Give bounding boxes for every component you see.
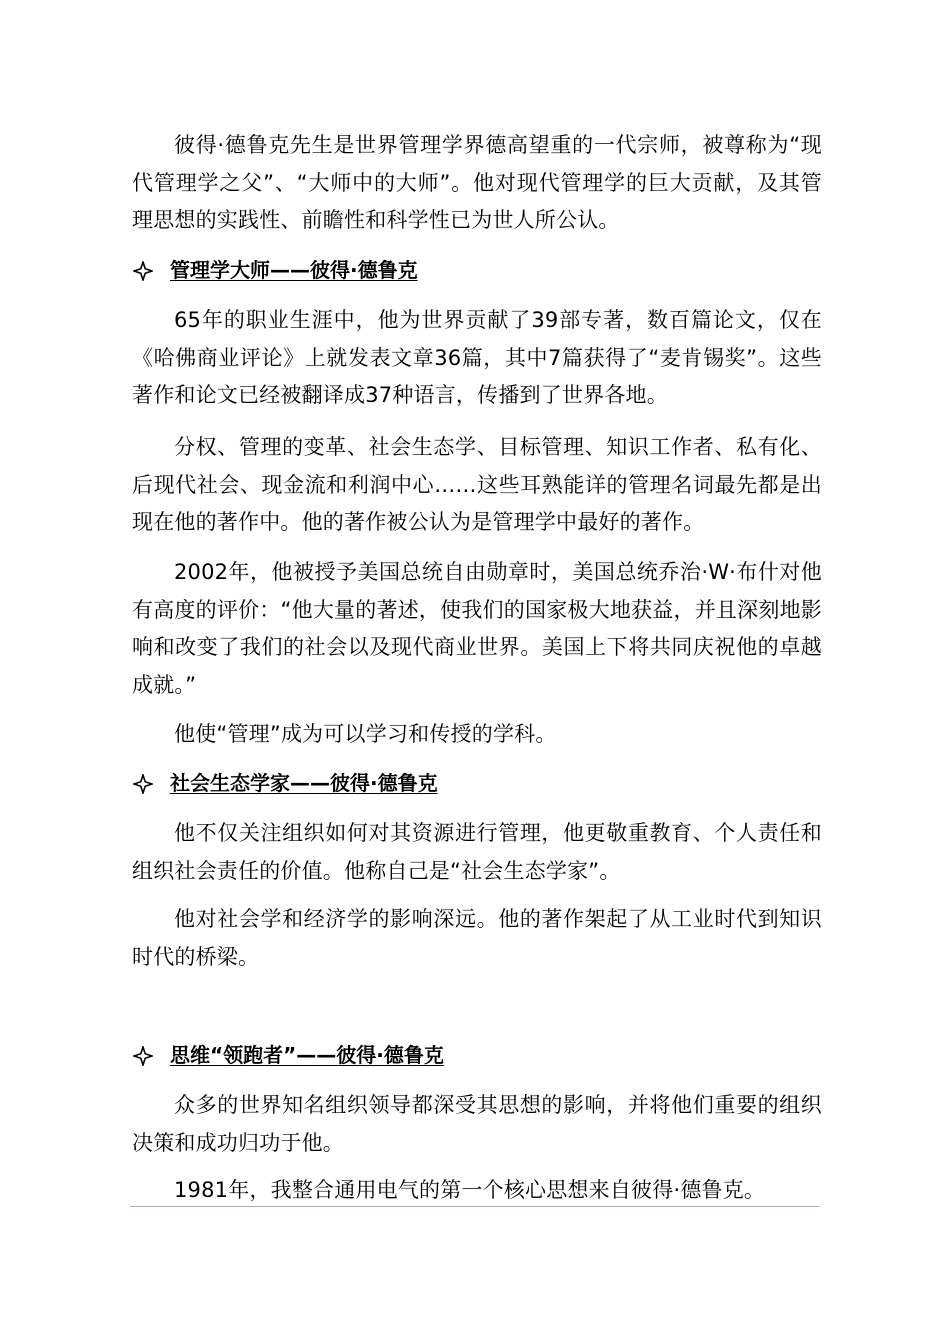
star-bullet-icon: [132, 768, 154, 798]
intro-paragraph: 彼得·德鲁克先生是世界管理学界德高望重的一代宗师，被尊称为“现代管理学之父”、“大师中的大师”。他对现代管理学的巨大贡献，及其管理思想的实践性、前瞻性和科学性已为世人所公认。: [132, 133, 822, 232]
body-paragraph: 他不仅关注组织如何对其资源进行管理，他更敬重教育、个人责任和组织社会责任的价值。他称自己是“社会生态学家”。: [132, 821, 822, 883]
section-heading-social-ecologist: [132, 768, 822, 798]
body-paragraph: 65年的职业生涯中，他为世界贡献了39部专著，数百篇论文，仅在《哈佛商业评论》上就发表文章36篇，其中7篇获得了“麦肯锡奖”。这些著作和论文已经被翻译成37种语言，传播到了世界各地。: [132, 308, 822, 407]
body-paragraph: 他使“管理”成为可以学习和传授的学科。: [174, 722, 557, 746]
section-heading-text: 社会生态学家——彼得·德鲁克: [170, 771, 438, 795]
body-paragraph: 分权、管理的变革、社会生态学、目标管理、知识工作者、私有化、后现代社会、现金流和利润中心……这些耳熟能详的管理名词最先都是出现在他的著作中。他的著作被公认为是管理学中最好的著作。: [132, 435, 822, 534]
section-heading-management-master: [132, 255, 822, 285]
body-paragraph: 1981年，我整合通用电气的第一个核心思想来自彼得·德鲁克。: [174, 1178, 766, 1202]
body-paragraph: 2002年，他被授予美国总统自由勋章时，美国总统乔治·W·布什对他有高度的评价：“他大量的著述，使我们的国家极大地获益，并且深刻地影响和改变了我们的社会以及现代商业世界。美国上下将共同庆祝他的卓越成就。”: [132, 560, 822, 697]
star-bullet-icon: [132, 1040, 154, 1070]
body-paragraph: 他对社会学和经济学的影响深远。他的著作架起了从工业时代到知识时代的桥梁。: [132, 907, 822, 969]
section-heading-text: 思维“领跑者”——彼得·德鲁克: [170, 1043, 444, 1067]
section-heading-thought-leader: [132, 1040, 822, 1070]
section-heading-text: 管理学大师——彼得·德鲁克: [170, 258, 418, 282]
page-bottom-rule: [130, 1206, 820, 1207]
body-paragraph: 众多的世界知名组织领导都深受其思想的影响，并将他们重要的组织决策和成功归功于他。: [132, 1093, 822, 1155]
star-bullet-icon: [132, 255, 154, 285]
